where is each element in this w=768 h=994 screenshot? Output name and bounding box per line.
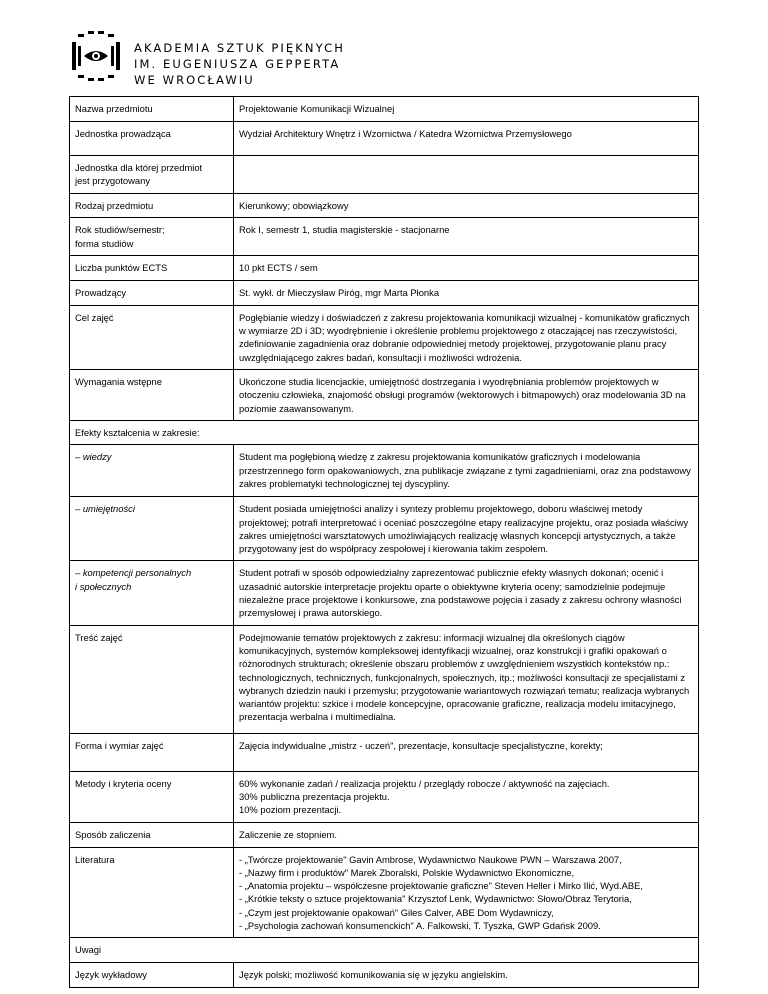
row-value: - „Twórcze projektowanie" Gavin Ambrose, Wydawnictwo Naukowe PWN – Warszawa 2007, - „Nazwy firm i produktów" Marek Zboralski, Polskie Wydawnictwo Ekonomiczne, - „Anatomia projektu – współczesne projektowanie graficzne" Steven Heller i Mirko Ilić, Wyd.ABE, - „Krótkie teksty o sztuce projektowania" Krzysztof Lenk, Wydawnictwo: Słowo/Obraz Terytoria, - „Czym jest projektowanie opakowań" Giles Calver, ABE Dom Wydawniczy, - „Psychologia zachowań konsumenckich" A. Falkowski, T. Tyszka, GWP Gdańsk 2009. (234, 847, 699, 938)
row-value: Projektowanie Komunikacji Wizualnej (234, 97, 699, 122)
table-row (70, 822, 699, 847)
table-row (70, 122, 699, 156)
page-header (68, 28, 568, 87)
table-row (70, 733, 699, 771)
table-row (70, 962, 699, 987)
row-label: Rodzaj przedmiotu (70, 194, 234, 218)
table-row (70, 156, 699, 194)
academy-logo (68, 28, 124, 84)
row-label: Literatura (70, 847, 234, 938)
table-row (70, 625, 699, 733)
row-value: Kierunkowy; obowiązkowy (234, 194, 699, 218)
row-label: Sposób zaliczenia (70, 822, 234, 847)
row-label: Nazwa przedmiotu (70, 97, 234, 122)
row-value (234, 156, 699, 194)
table-row (70, 97, 699, 122)
row-label: Prowadzący (70, 280, 234, 305)
table-row (70, 194, 699, 218)
row-value: Ukończone studia licencjackie, umiejętność dostrzegania i wyodrębniania problemów projektowych w otoczeniu człowieka, znajomość obsługi programów (wektorowych i bitmapowych) oraz modelowania 3D na poziomie zaawansowanym. (234, 370, 699, 421)
row-value: St. wykł. dr Mieczysław Piróg, mgr Marta Płonka (234, 280, 699, 305)
row-label: Liczba punktów ECTS (70, 255, 234, 280)
table-row (70, 280, 699, 305)
row-label: Cel zajęć (70, 305, 234, 369)
table-row (70, 771, 699, 822)
table-row (70, 420, 699, 444)
row-label: Wymagania wstępne (70, 370, 234, 421)
row-value: Język polski; możliwość komunikowania się w języku angielskim. (234, 962, 699, 987)
row-value: Student potrafi w sposób odpowiedzialny zaprezentować publicznie efekty własnych dokonań; ocenić i uzasadnić autorskie interpretacje projektu oparte o obiektywne kryteria oceny; samodzielnie podejmuje niezależne prace projektowe i konkursowe, zna podstawowe pojęcia i zasady z zakresu ochrony własności przemysłowej i prawa autorskiego. (234, 561, 699, 625)
row-label: Efekty kształcenia w zakresie: (70, 420, 699, 444)
row-label: Jednostka dla której przedmiot jest przygotowany (70, 156, 234, 194)
row-label: Rok studiów/semestr; forma studiów (70, 218, 234, 256)
row-value: 10 pkt ECTS / sem (234, 255, 699, 280)
row-label: – wiedzy (70, 445, 234, 497)
row-label: Forma i wymiar zajęć (70, 733, 234, 771)
row-value: Podejmowanie tematów projektowych z zakresu: informacji wizualnej dla określonych ciągów komunikacyjnych, systemów kompleksowej identyfikacji wizualnej, oraz konstrukcji i grafiki opakowań o różnorodnych strukturach; określenie obszaru problemów z uwzględnieniem wszystkich kontekstów np.: technologicznych, technicznych, funkcjonalnych, społecznych, itp.; możliwości konsultacji ze specjalistami z wybranych dziedzin nauki i przemysłu; przygotowanie wariantowych rozwiązań tematu; realizacja wybranych wariantów projektu: szkice i modele koncepcyjne, opracowanie graficzne, realizacja modelu imitacyjnego, prezentacja werbalna i multimedialna. (234, 625, 699, 733)
table-row (70, 305, 699, 369)
row-value: 60% wykonanie zadań / realizacja projektu / przeglądy robocze / aktywność na zajęciach. 30% publiczna prezentacja projektu. 10% poziom prezentacji. (234, 771, 699, 822)
row-value: Pogłębianie wiedzy i doświadczeń z zakresu projektowania komunikacji wizualnej - komunikatów graficznych w wymiarze 2D i 3D; wyodrębnienie i określenie problemu projektowego z otaczającej nas rzeczywistości, zdefiniowanie zagadnienia oraz dobranie odpowiedniej metody projektowej, przygotowanie planu pracy uwzględniającego zakres badań, konsultacji i możliwości wdrożenia. (234, 305, 699, 369)
row-value: Student posiada umiejętności analizy i syntezy problemu projektowego, doboru właściwej metody projektowej; potrafi interpretować i oceniać poszczególne etapy realizacyjne projektu, oraz posiada właściwy zakres umiejętności warsztatowych umożliwiających realizację własnych koncepcji artystycznych, a także przygotowany jest do współpracy zespołowej i kierowania takim zespołem. (234, 497, 699, 561)
academy-name-line2: IM. EUGENIUSZA GEPPERTA (134, 57, 341, 71)
row-value: Zajęcia indywidualne „mistrz - uczeń", prezentacje, konsultacje specjalistyczne, korekty; (234, 733, 699, 771)
row-label: Treść zajęć (70, 625, 234, 733)
table-row (70, 370, 699, 421)
row-value: Student ma pogłębioną wiedzę z zakresu projektowania komunikatów graficznych i modelowania przestrzennego form opakowaniowych, zna publikacje związane z tymi zagadnieniami, oraz zna podstawowy zakres problematyki technologicznej tej dyscypliny. (234, 445, 699, 497)
academy-name-line3: WE WROCŁAWIU (134, 73, 255, 87)
row-value: Zaliczenie ze stopniem. (234, 822, 699, 847)
row-label: – umiejętności (70, 497, 234, 561)
table-row (70, 938, 699, 962)
academy-name-line1: AKADEMIA SZTUK PIĘKNYCH (134, 41, 345, 55)
table-row (70, 561, 699, 625)
row-label: Metody i kryteria oceny (70, 771, 234, 822)
table-row (70, 847, 699, 938)
table-row (70, 445, 699, 497)
row-label: Jednostka prowadząca (70, 122, 234, 156)
row-value: Wydział Architektury Wnętrz i Wzornictwa / Katedra Wzornictwa Przemysłowego (234, 122, 699, 156)
row-label: Język wykładowy (70, 962, 234, 987)
row-label: – kompetencji personalnych i społecznych (70, 561, 234, 625)
row-label: Uwagi (70, 938, 699, 962)
table-row (70, 497, 699, 561)
table-row (70, 255, 699, 280)
table-row (70, 218, 699, 256)
academy-name (134, 40, 345, 88)
course-syllabus-table (69, 96, 699, 988)
row-value: Rok I, semestr 1, studia magisterskie - stacjonarne (234, 218, 699, 256)
